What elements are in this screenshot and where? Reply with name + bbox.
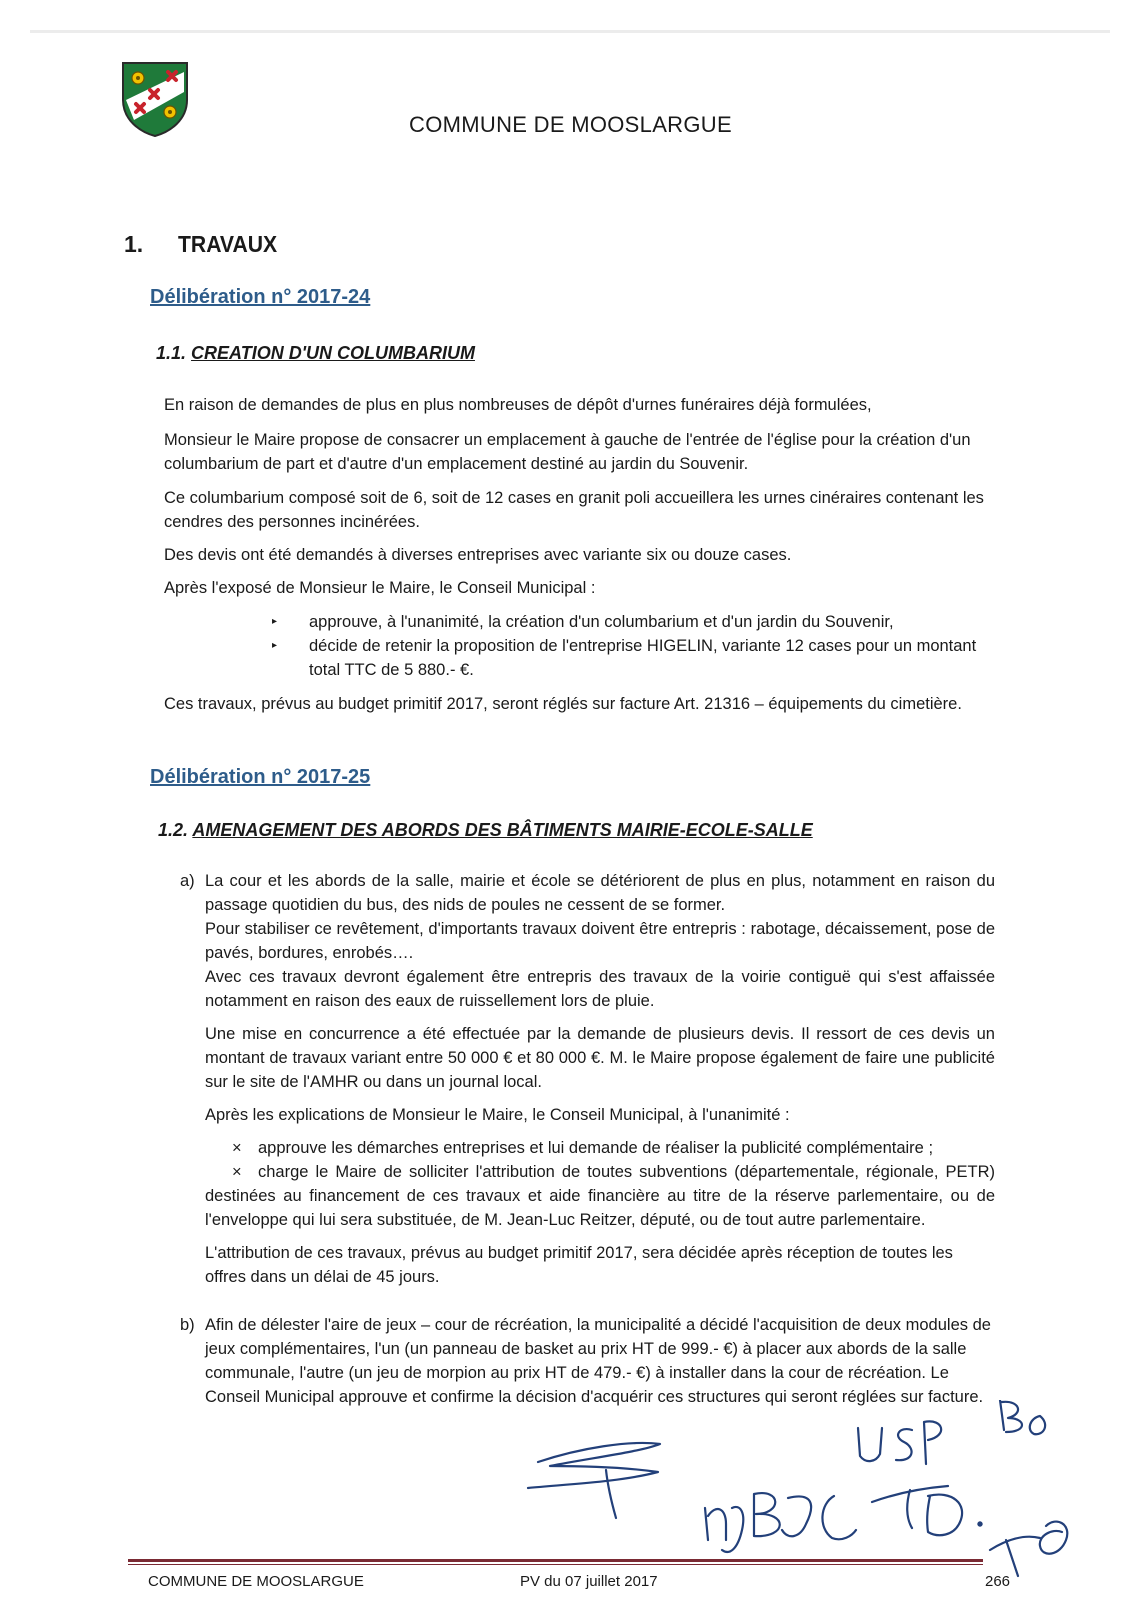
list-item: ▸ décide de retenir la proposition de l'entreprise HIGELIN, variante 12 cases pour un montant total TTC de 5 880.- €. xyxy=(272,634,994,682)
paragraph-council-intro-2: Après les explications de Monsieur le Maire, le Conseil Municipal, à l'unanimité : xyxy=(205,1106,790,1124)
page-number: 266 xyxy=(985,1573,1011,1590)
footer-rule-thin xyxy=(128,1564,983,1565)
footer-date: PV du 07 juillet 2017 xyxy=(520,1573,658,1590)
subsection-heading-1-1 xyxy=(156,343,475,364)
list-item: charge le Maire de solliciter l'attribution de toutes subventions (départementale, régionale, PETR) destinées au financement de ces travaux et aide financière au titre de la réserve parlementaire, ou de l'enveloppe qui lui sera substituée, de M. Jean-Luc Reitzer, député, ou de tout autre parlementaire. xyxy=(205,1163,995,1229)
subsection-title: AMENAGEMENT DES ABORDS DES BÂTIMENTS MAIRIE-ECOLE-SALLE xyxy=(192,820,813,840)
paragraph-requests: En raison de demandes de plus en plus nombreuses de dépôt d'urnes funéraires déjà formulées, xyxy=(164,396,872,414)
subsection-number: 1.1. xyxy=(156,343,187,363)
section-title: TRAVAUX xyxy=(178,231,278,257)
list-item: approuve les démarches entreprises et lui demande de réaliser la publicité complémentaire ; xyxy=(258,1139,934,1157)
deliberation-heading-2017-24: Délibération n° 2017-24 xyxy=(150,286,371,308)
paragraph-competition: Une mise en concurrence a été effectuée par la demande de plusieurs devis. Il ressort de ces devis un montant de travaux variant entre 50 000 € et 80 000 €. M. le Maire propose également de faire une publicité sur le site de l'AMHR ou dans un journal local. xyxy=(205,1025,995,1091)
paragraph-closing: Ces travaux, prévus au budget primitif 2017, seront réglés sur facture Art. 21316 – équipements du cimetière. xyxy=(164,695,962,713)
item-a-line-2: Pour stabiliser ce revêtement, d'importants travaux doivent être entrepris : rabotage, décaissement, pose de pavés, bordures, enrobés…. xyxy=(205,920,995,962)
commune-title: COMMUNE DE MOOSLARGUE xyxy=(409,112,732,137)
item-b-marker: b) xyxy=(180,1316,195,1334)
item-b-text: Afin de délester l'aire de jeux – cour de récréation, la municipalité a décidé l'acquisition de deux modules de jeux complémentaires, l'un (un panneau de basket au prix HT de 999.- €) à placer aux abords de la salle communale, l'autre (un jeu de morpion au prix HT de 479.- €) à installer dans la cour de récréation. Le Conseil Municipal approuve et confirme la décision d'acquérir ces structures qui seront réglées sur facture. xyxy=(205,1316,991,1406)
item-a-line-3: Avec ces travaux devront également être entrepris des travaux de la voirie contiguë qui s'est affaissée notamment en raison des eaux de ruissellement lors de pluie. xyxy=(205,968,995,1010)
cross-bullet-icon: × xyxy=(232,1139,242,1157)
subsection-heading-1-2 xyxy=(158,820,813,841)
cross-bullet-icon: × xyxy=(232,1163,242,1181)
paragraph-proposal: Monsieur le Maire propose de consacrer un emplacement à gauche de l'entrée de l'église pour la création d'un columbarium de part et d'autre d'un emplacement destiné au jardin du Souvenir. xyxy=(164,431,971,473)
paragraph-council-intro: Après l'exposé de Monsieur le Maire, le Conseil Municipal : xyxy=(164,579,596,597)
triangle-bullet-icon: ▸ xyxy=(272,616,278,627)
list-item: ▸ approuve, à l'unanimité, la création d'un columbarium et d'un jardin du Souvenir, xyxy=(272,610,994,634)
item-a-line-1: La cour et les abords de la salle, mairie et école se détériorent de plus en plus, notamment en raison du passage quotidien du bus, des nids de poules ne cessent de se former. xyxy=(205,872,995,914)
top-rule xyxy=(30,30,1110,33)
subsection-number: 1.2. xyxy=(158,820,189,840)
paragraph-attribution: L'attribution de ces travaux, prévus au budget primitif 2017, sera décidée après réception de toutes les offres dans un délai de 45 jours. xyxy=(205,1244,953,1286)
subsection-title: CREATION D'UN COLUMBARIUM xyxy=(191,343,475,363)
section-number: 1. xyxy=(124,231,144,257)
footer-rule xyxy=(128,1559,983,1562)
triangle-bullet-icon: ▸ xyxy=(272,640,278,651)
item-a-marker: a) xyxy=(180,872,195,890)
paragraph-columbarium: Ce columbarium composé soit de 6, soit de 12 cases en granit poli accueillera les urnes cinéraires contenant les cendres des personnes incinérées. xyxy=(164,489,984,531)
deliberation-heading-2017-25: Délibération n° 2017-25 xyxy=(150,766,371,788)
footer-commune: COMMUNE DE MOOSLARGUE xyxy=(148,1573,364,1590)
handwritten-signatures xyxy=(520,1400,1080,1580)
paragraph-quotes: Des devis ont été demandés à diverses entreprises avec variante six ou douze cases. xyxy=(164,546,792,564)
